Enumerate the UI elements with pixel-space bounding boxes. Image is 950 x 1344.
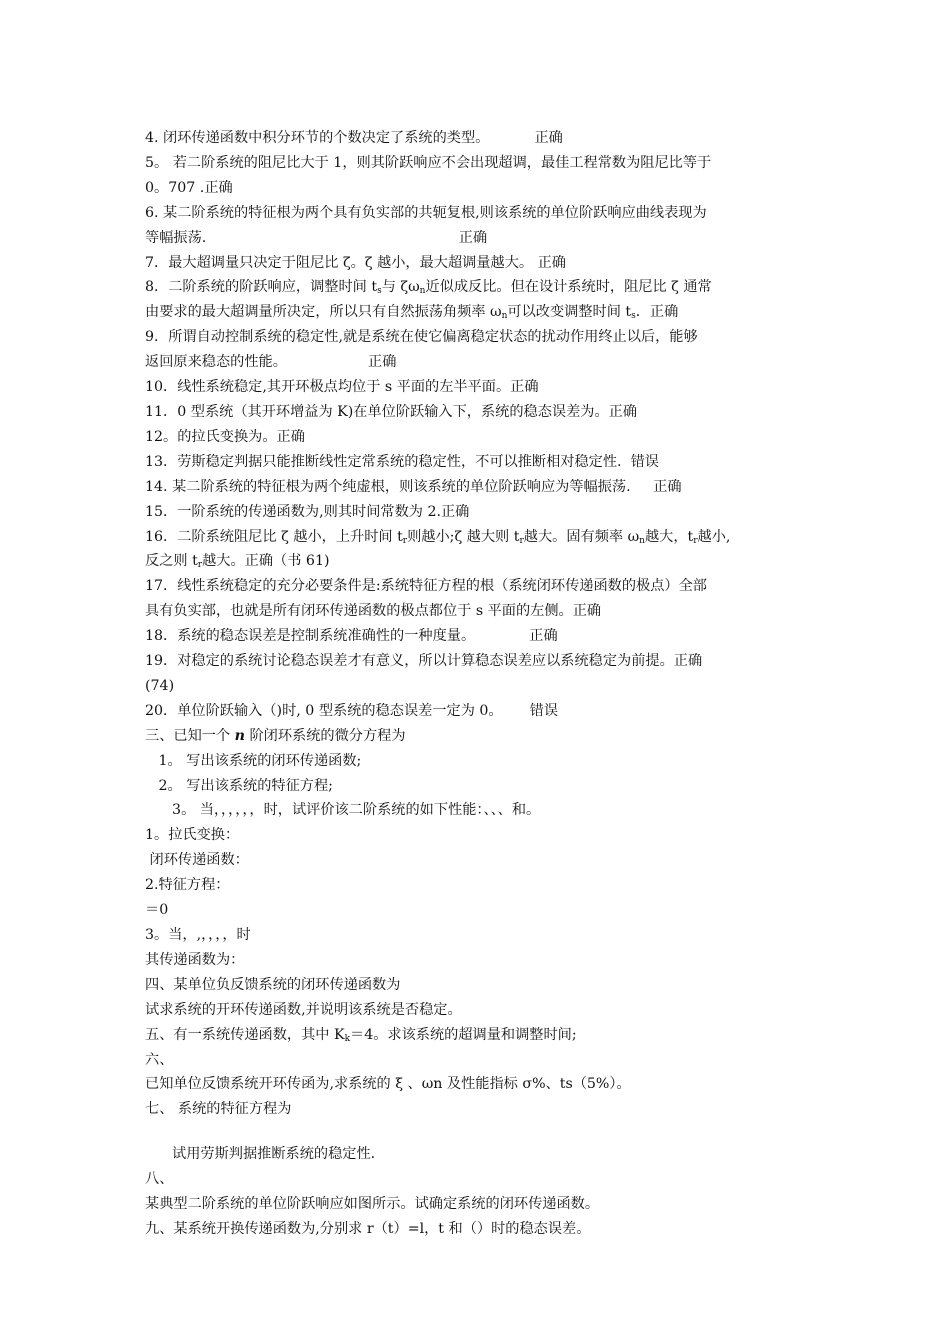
subscript: r bbox=[197, 560, 203, 571]
text-line: 六、 bbox=[145, 1051, 174, 1068]
text-line: 闭环传递函数： bbox=[145, 852, 249, 869]
text-line: 2.特征方程： bbox=[145, 877, 230, 894]
text-segment: 越大，t bbox=[644, 528, 694, 545]
text-line: 19．对稳定的系统讨论稳态误差才有意义，所以计算稳态误差应以系统稳定为前提。正确 bbox=[145, 653, 703, 670]
text-line: 20．单位阶跃输入（)时, 0 型系统的稳态误差一定为 0。 错误 bbox=[145, 702, 559, 719]
text-line: 10．线性系统稳定,其开环极点均位于 s 平面的左半平面。正确 bbox=[145, 379, 539, 396]
text-line: 6. 某二阶系统的特征根为两个具有负实部的共轭复根,则该系统的单位阶跃响应曲线表现为 bbox=[145, 204, 707, 221]
document-body bbox=[145, 126, 815, 1242]
text-line: 9．所谓自动控制系统的稳定性,就是系统在使它偏离稳定状态的扰动作用终止以后，能够 bbox=[145, 329, 698, 346]
text-line: 其传递函数为： bbox=[145, 951, 245, 968]
subscript: n bbox=[419, 286, 426, 297]
text-line bbox=[145, 724, 815, 749]
text-line: 2。 写出该系统的特征方程; bbox=[145, 777, 333, 794]
text-segment: 越大。固有频率 ω bbox=[523, 528, 640, 545]
text-segment: 阶闭环系统的微分方程为 bbox=[244, 727, 406, 744]
subscript: s bbox=[631, 311, 636, 322]
text-line: 18．系统的稳态误差是控制系统准确性的一种度量。 正确 bbox=[145, 628, 558, 645]
variable-n: n bbox=[234, 727, 245, 744]
text-line: 13．劳斯稳定判据只能推断线性定常系统的稳定性，不可以推断相对稳定性. 错误 bbox=[145, 453, 659, 470]
text-line: 试用劳斯判据推断系统的稳定性. bbox=[145, 1146, 376, 1163]
text-line: 0。707 .正确 bbox=[145, 179, 233, 196]
subscript: s bbox=[377, 286, 382, 297]
text-segment: ＝4。求该系统的超调量和调整时间; bbox=[350, 1026, 577, 1043]
text-line: 返回原来稳态的性能。 正确 bbox=[145, 354, 397, 371]
text-line bbox=[145, 275, 815, 300]
text-line: 七、 系统的特征方程为 bbox=[145, 1101, 292, 1118]
subscript: n bbox=[639, 535, 645, 546]
text-line: 11．0 型系统（其开环增益为 K)在单位阶跃输入下，系统的稳态误差为。正确 bbox=[145, 403, 638, 420]
subscript: r bbox=[402, 535, 408, 546]
text-line: 九、某系统开换传递函数为,分别求 r（t）=l，t 和（）时的稳态误差。 bbox=[145, 1220, 591, 1237]
text-segment: ．正确 bbox=[635, 304, 679, 321]
text-line bbox=[145, 1023, 815, 1048]
text-segment: 可以改变调整时间 t bbox=[507, 304, 632, 321]
text-line: 3。当，,，，，，时 bbox=[145, 927, 251, 943]
text-line: 1。拉氏变换： bbox=[145, 827, 240, 844]
text-line: 15．一阶系统的传递函数为,则其时间常数为 2.正确 bbox=[145, 503, 470, 520]
text-line: 某典型二阶系统的单位阶跃响应如图所示。试确定系统的闭环传递函数。 bbox=[145, 1196, 600, 1213]
text-segment: 越小, bbox=[697, 528, 731, 545]
text-segment: 16．二阶系统阻尼比 ζ 越小，上升时间 t bbox=[145, 528, 403, 545]
text-segment: 8．二阶系统的阶跃响应，调整时间 t bbox=[145, 279, 378, 296]
text-line: ＝0 bbox=[145, 902, 169, 919]
text-line: 7．最大超调量只决定于阻尼比 ζ。ζ 越小，最大超调量越大。 正确 bbox=[145, 254, 566, 271]
text-segment: 三、已知一个 bbox=[145, 727, 235, 744]
text-line bbox=[145, 300, 815, 325]
text-line: 12。的拉氏变换为。正确 bbox=[145, 428, 305, 445]
text-line: 3。 当，，，，，，时，试评价该二阶系统的如下性能：、、、和。 bbox=[145, 802, 541, 819]
text-segment: 则越小;ζ 越大则 t bbox=[407, 528, 520, 545]
text-line: 具有负实部，也就是所有闭环传递函数的极点都位于 s 平面的左侧。正确 bbox=[145, 603, 602, 620]
text-line: 5。 若二阶系统的阻尼比大于 1，则其阶跃响应不会出现超调，最佳工程常数为阻尼比等于 bbox=[145, 154, 712, 171]
text-segment: 五、有一系统传递函数，其中 K bbox=[145, 1026, 345, 1043]
text-line: 八、 bbox=[145, 1171, 174, 1188]
text-line: (74) bbox=[145, 677, 175, 694]
text-line: 17．线性系统稳定的充分必要条件是:系统特征方程的根（系统闭环传递函数的极点）全部 bbox=[145, 578, 707, 595]
text-line: 14. 某二阶系统的特征根为两个纯虚根，则该系统的单位阶跃响应为等幅振荡. 正确 bbox=[145, 478, 682, 495]
subscript: k bbox=[344, 1033, 351, 1044]
text-line bbox=[145, 549, 815, 574]
text-line: 试求系统的开环传递函数,并说明该系统是否稳定。 bbox=[145, 1001, 462, 1018]
subscript: n bbox=[501, 311, 508, 322]
blank-line bbox=[145, 1122, 815, 1142]
text-line: 1。 写出该系统的闭环传递函数; bbox=[145, 752, 362, 769]
text-segment: 越大。正确（书 61) bbox=[202, 553, 330, 570]
text-line bbox=[145, 525, 815, 550]
text-segment: 由要求的最大超调量所决定，所以只有自然振荡角频率 ω bbox=[145, 304, 502, 321]
subscript: r bbox=[519, 535, 524, 546]
text-line: 4. 闭环传递函数中积分环节的个数决定了系统的类型。 正确 bbox=[145, 130, 563, 146]
text-segment: 近似成反比。但在设计系统时，阻尼比 ζ 通常 bbox=[425, 279, 712, 296]
text-line: 已知单位反馈系统开环传函为,求系统的 ξ 、ωn 及性能指标 σ%、ts（5%）。 bbox=[145, 1076, 631, 1093]
text-segment: 反之则 t bbox=[145, 553, 198, 570]
subscript: r bbox=[693, 535, 698, 546]
text-segment: 与 ζω bbox=[381, 279, 420, 296]
text-line: 等幅振荡. 正确 bbox=[145, 229, 488, 246]
text-line: 四、某单位负反馈系统的闭环传递函数为 bbox=[145, 976, 401, 993]
